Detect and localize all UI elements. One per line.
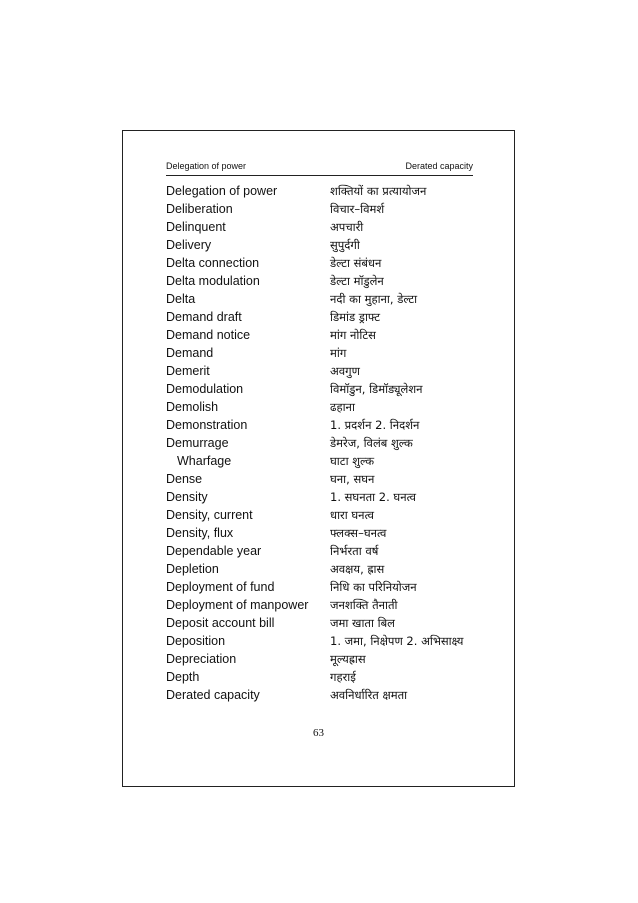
- glossary-entry: [166, 344, 486, 362]
- entry-translation: नदी का मुहाना, डेल्टा: [330, 292, 418, 306]
- entry-translation: विचार–विमर्श: [330, 202, 385, 216]
- entry-translation: 1. जमा, निक्षेपण 2. अभिसाक्ष्य: [330, 634, 464, 648]
- entry-translation: जमा खाता बिल: [330, 616, 395, 630]
- entry-term: Delivery: [166, 238, 212, 252]
- glossary-entry: [166, 488, 486, 506]
- glossary-entry: [166, 668, 486, 686]
- glossary-entry: [166, 686, 486, 704]
- entry-translation: 1. सघनता 2. घनत्व: [330, 490, 417, 504]
- entry-translation: डेमरेज, विलंब शुल्क: [330, 436, 413, 450]
- glossary-entry: [166, 416, 486, 434]
- glossary-entry: [166, 398, 486, 416]
- glossary-entry: [166, 632, 486, 650]
- entry-term: Deployment of fund: [166, 580, 275, 594]
- glossary-entry: [166, 272, 486, 290]
- glossary-entry: [166, 218, 486, 236]
- entry-translation: डिमांड ड्राफ्ट: [330, 310, 381, 324]
- glossary-entry: [166, 506, 486, 524]
- entry-translation: अवक्षय, ह्रास: [330, 562, 385, 576]
- entry-term: Demonstration: [166, 418, 248, 432]
- glossary-entry: [166, 470, 486, 488]
- entry-term: Demurrage: [166, 436, 229, 450]
- entry-translation: विमॉडुन, डिमॉड्यूलेशन: [330, 382, 423, 396]
- entry-term: Demand: [166, 346, 214, 360]
- glossary-list: [166, 182, 486, 704]
- entry-translation: सुपुर्दगी: [330, 238, 360, 252]
- entry-term: Deliberation: [166, 202, 233, 216]
- glossary-entry: [166, 290, 486, 308]
- entry-term: Wharfage: [177, 454, 232, 468]
- entry-translation: मूल्यह्रास: [330, 652, 366, 666]
- entry-translation: गहराई: [330, 670, 356, 684]
- running-header: [166, 159, 473, 173]
- entry-term: Delta: [166, 292, 196, 306]
- entry-term: Demand notice: [166, 328, 251, 342]
- entry-term: Delta modulation: [166, 274, 260, 288]
- entry-translation: ढहाना: [330, 400, 355, 414]
- entry-translation: डेल्टा संबंधन: [330, 256, 382, 270]
- entry-term: Demolish: [166, 400, 219, 414]
- glossary-entry: [166, 182, 486, 200]
- glossary-entry: [166, 380, 486, 398]
- glossary-entry: [166, 254, 486, 272]
- entry-term: Deposition: [166, 634, 226, 648]
- glossary-entry: [166, 524, 486, 542]
- entry-term: Density: [166, 490, 208, 504]
- entry-translation: जनशक्ति तैनाती: [330, 598, 398, 612]
- entry-translation: निधि का परिनियोजन: [330, 580, 417, 594]
- entry-translation: अवगुण: [330, 364, 360, 378]
- entry-translation: शक्तियों का प्रत्यायोजन: [330, 184, 427, 198]
- entry-translation: निर्भरता वर्ष: [330, 544, 379, 558]
- entry-term: Depletion: [166, 562, 219, 576]
- entry-term: Demerit: [166, 364, 210, 378]
- entry-term: Demand draft: [166, 310, 242, 324]
- entry-term: Derated capacity: [166, 688, 260, 702]
- glossary-entry: [166, 614, 486, 632]
- header-first-term: Delegation of power: [166, 161, 247, 171]
- glossary-entry: [166, 326, 486, 344]
- glossary-entry: [166, 308, 486, 326]
- glossary-entry: [166, 200, 486, 218]
- entry-term: Density, flux: [166, 526, 234, 540]
- entry-translation: मांग नोटिस: [330, 328, 376, 342]
- entry-term: Delinquent: [166, 220, 226, 234]
- entry-term: Dependable year: [166, 544, 262, 558]
- glossary-entry: [166, 236, 486, 254]
- entry-translation: अपचारी: [330, 220, 364, 234]
- glossary-entry: [166, 434, 486, 452]
- entry-translation: घाटा शुल्क: [330, 454, 375, 468]
- entry-translation: फ्लक्स–घनत्व: [330, 526, 387, 540]
- entry-term: Delegation of power: [166, 184, 278, 198]
- page-number: 63: [313, 727, 324, 739]
- glossary-entry: [166, 578, 486, 596]
- header-last-term: Derated capacity: [405, 161, 473, 171]
- entry-term: Delta connection: [166, 256, 260, 270]
- entry-translation: डेल्टा मॉडुलेन: [330, 274, 384, 288]
- header-rule: [166, 175, 473, 176]
- entry-term: Deployment of manpower: [166, 598, 309, 612]
- page-frame: [122, 130, 515, 787]
- entry-term: Density, current: [166, 508, 253, 522]
- glossary-entry: [166, 560, 486, 578]
- entry-term: Depth: [166, 670, 200, 684]
- entry-translation: मांग: [330, 346, 347, 360]
- entry-term: Depreciation: [166, 652, 237, 666]
- glossary-entry: [166, 362, 486, 380]
- glossary-entry: [166, 596, 486, 614]
- entry-term: Demodulation: [166, 382, 244, 396]
- entry-translation: धारा घनत्व: [330, 508, 375, 522]
- entry-translation: अवनिर्धारित क्षमता: [330, 688, 408, 702]
- entry-term: Dense: [166, 472, 203, 486]
- glossary-entry: [166, 650, 486, 668]
- glossary-entry: [166, 452, 486, 470]
- entry-translation: घना, सघन: [330, 472, 375, 486]
- entry-term: Deposit account bill: [166, 616, 275, 630]
- entry-translation: 1. प्रदर्शन 2. निदर्शन: [330, 418, 420, 432]
- glossary-entry: [166, 542, 486, 560]
